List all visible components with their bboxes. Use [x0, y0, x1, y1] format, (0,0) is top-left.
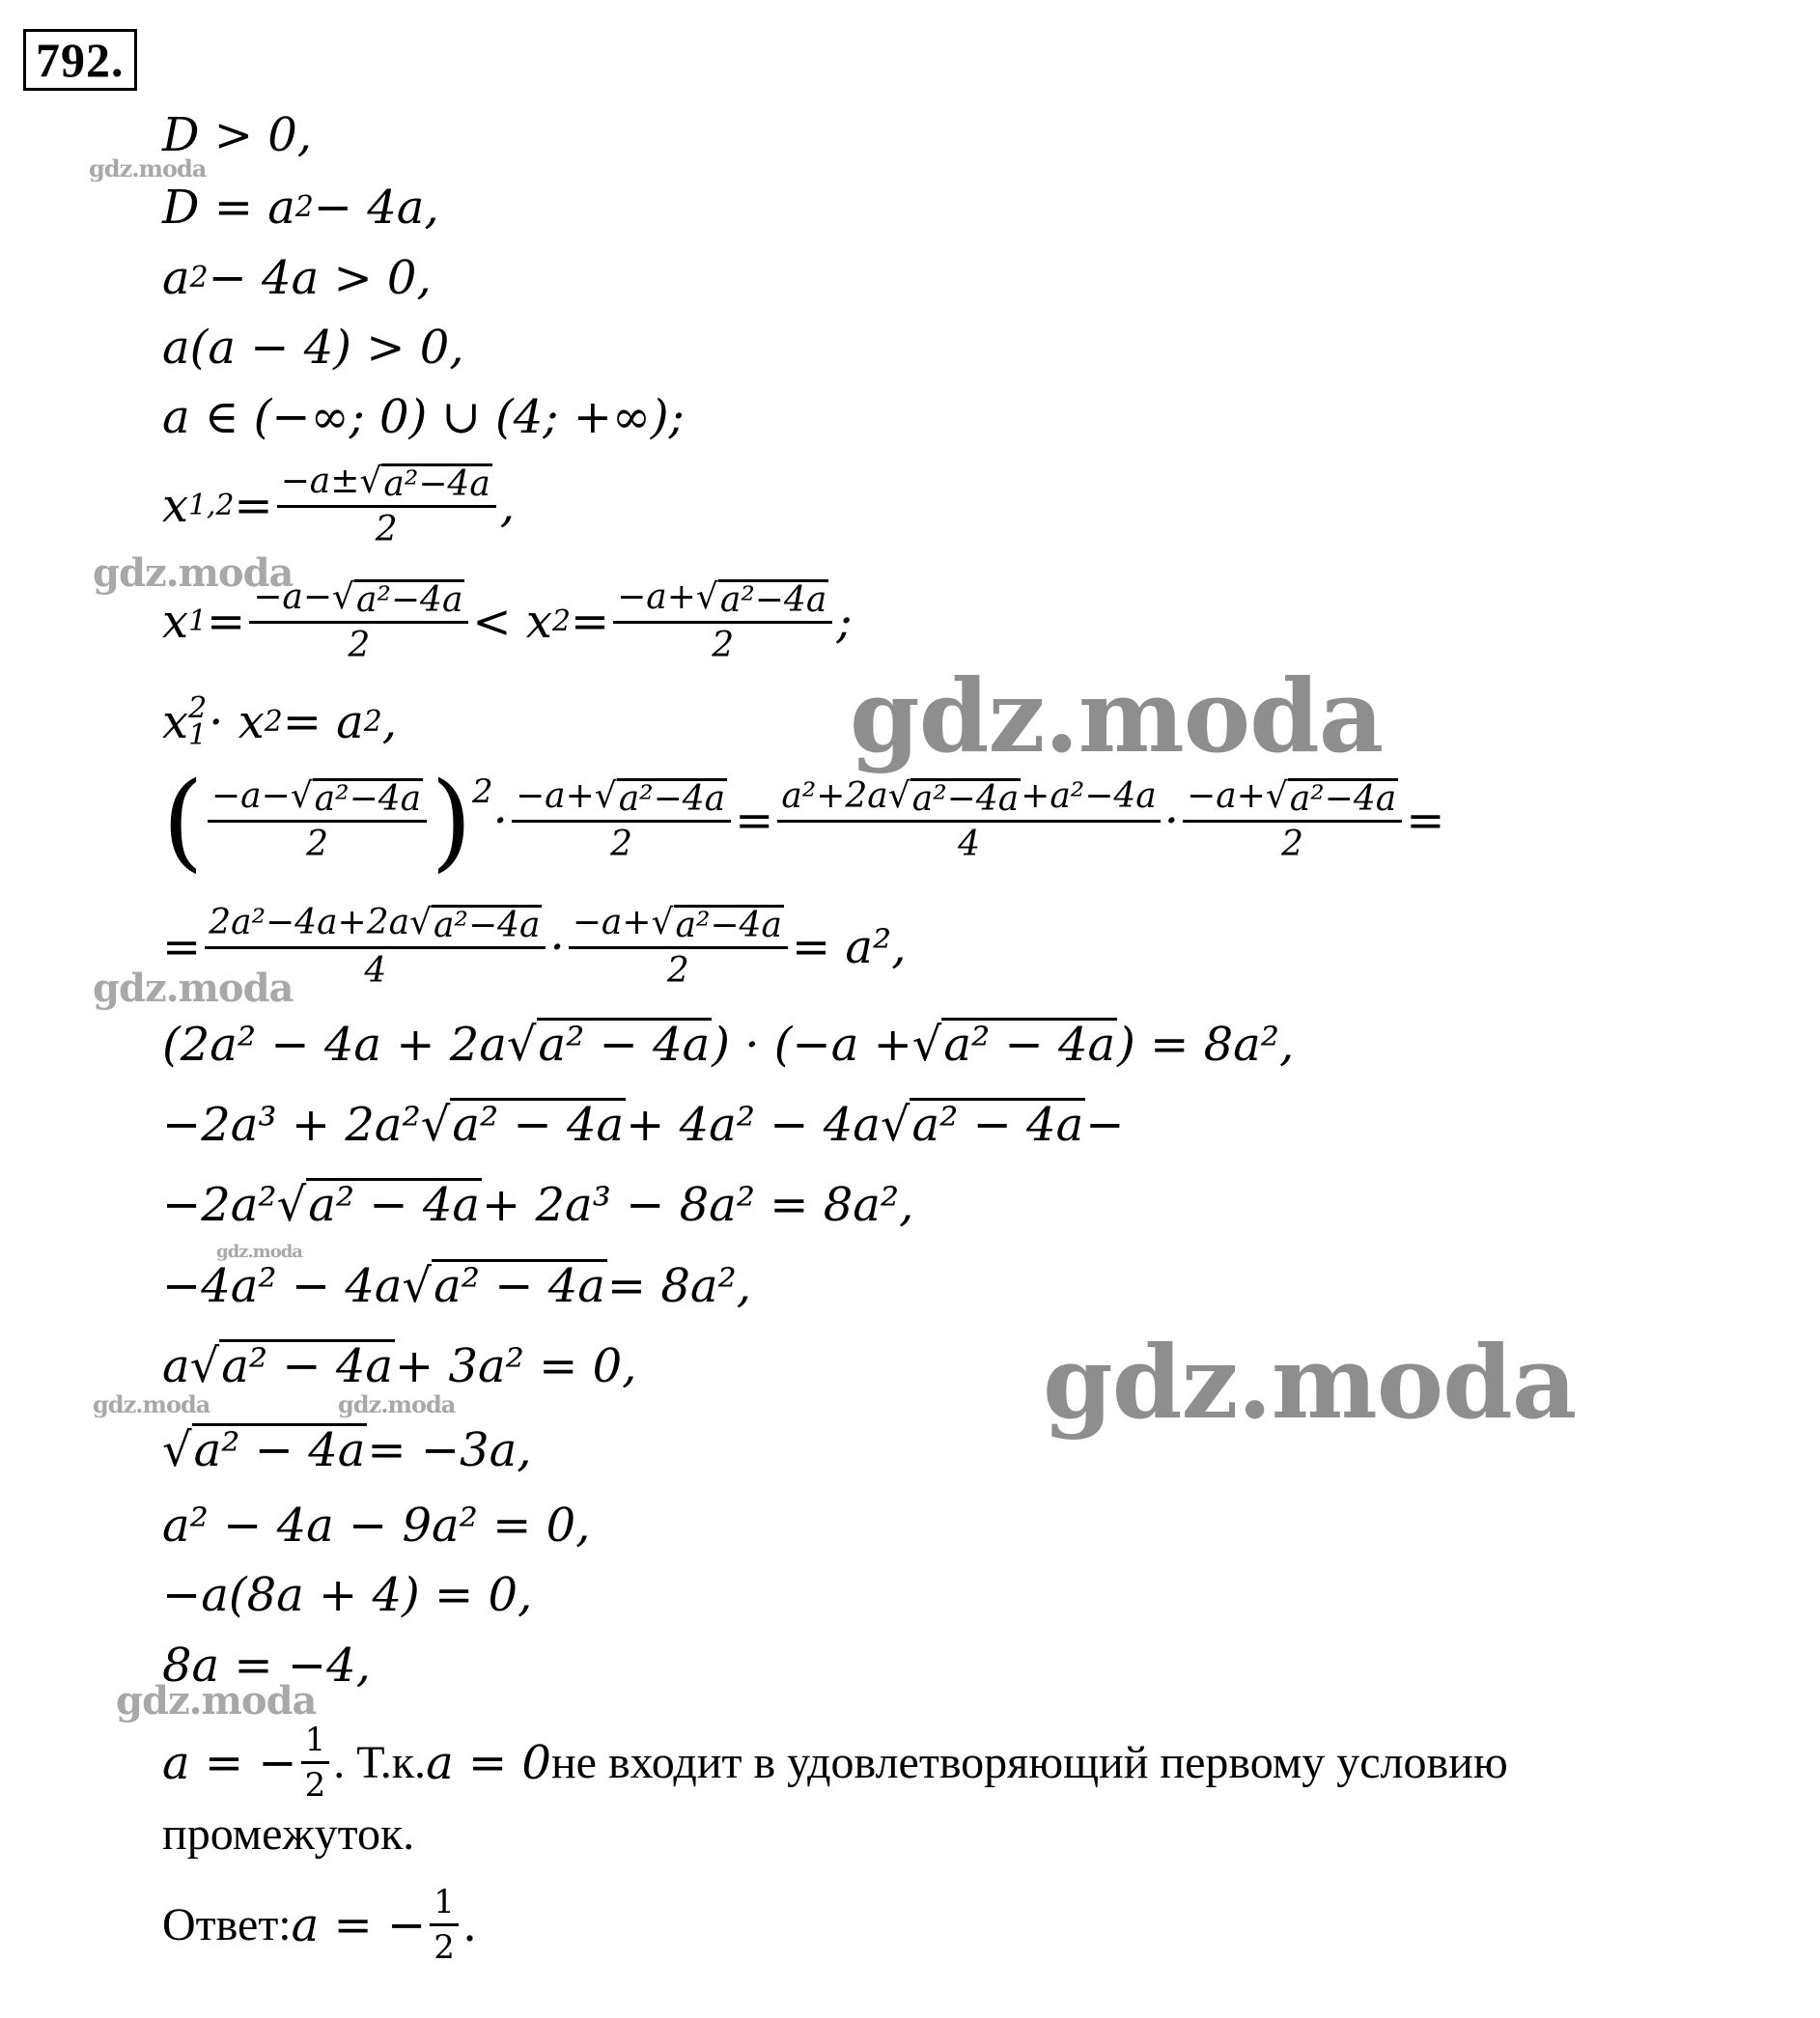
fraction: −a− √ a²−4a 2	[208, 776, 427, 865]
watermark: gdz.moda	[338, 1390, 456, 1418]
answer-line: Ответ: a = − $\frac{1}{2}$ .	[162, 1883, 478, 1967]
line-19: 8a = −4,	[162, 1639, 371, 1693]
fraction: $\frac{1}{2}$	[430, 1883, 459, 1967]
line-8: x 2 1 · x 2 = a 2 ,	[162, 691, 397, 752]
watermark: gdz.moda	[93, 1390, 210, 1418]
line-16: √ a² − 4a = −3a,	[162, 1423, 532, 1478]
problem-number: 792.	[23, 29, 137, 91]
line-1: D > 0,	[162, 108, 313, 162]
line-4: a(a − 4) > 0,	[162, 321, 464, 375]
line-17: a² − 4a − 9a² = 0,	[162, 1499, 591, 1553]
fraction: −a+ √ a²−4a 2	[613, 577, 832, 666]
line-13: −2a² √ a² − 4a + 2a³ − 8a² = 8a²,	[162, 1178, 914, 1233]
line-20: a = − $\frac{1}{2}$ . Т.к. a = 0 не входит в удовлетворяющий первому условию	[162, 1721, 1508, 1805]
fraction: −a+ √ a²−4a 2	[569, 903, 788, 992]
watermark: gdz.moda	[93, 550, 294, 596]
watermark: gdz.moda	[216, 1242, 302, 1262]
line-18: −a(8a + 4) = 0,	[162, 1568, 533, 1622]
line-14: −4a² − 4a √ a² − 4a = 8a²,	[162, 1259, 751, 1314]
watermark: gdz.moda	[850, 657, 1384, 775]
line-2: D = a 2 − 4a,	[162, 181, 439, 235]
watermark: gdz.moda	[93, 966, 294, 1011]
line-21: промежуток.	[162, 1808, 415, 1860]
line-5: a ∈ (−∞; 0) ∪ (4; +∞);	[162, 390, 685, 444]
fraction: −a+ √ a²−4a 2	[1183, 776, 1402, 865]
fraction: a²+2a √ a²−4a +a²−4a 4	[777, 776, 1160, 865]
fraction: −a− √ a²−4a 2	[249, 577, 468, 666]
line-9: ( −a− √ a²−4a 2 ) 2 · −a+ √ a²−4a 2 = a²+2a √ a²−4a +a²−4a 4 · −a+ √ a²−4a 2 =	[162, 759, 1445, 883]
line-6: x 1,2 = −a± √ a²−4a 2 ,	[162, 462, 516, 549]
fraction: $\frac{1}{2}$	[301, 1721, 330, 1805]
line-7: x 1 = −a− √ a²−4a 2 < x 2 = −a+ √ a²−4a 2 ;	[162, 577, 853, 665]
watermark: gdz.moda	[89, 154, 207, 182]
fraction: 2a²−4a+2a √ a²−4a 4	[205, 903, 546, 992]
watermark: gdz.moda	[116, 1678, 317, 1724]
fraction: −a+ √ a²−4a 2	[512, 776, 731, 865]
fraction: −a± √ a²−4a 2	[277, 462, 496, 550]
line-12: −2a³ + 2a² √ a² − 4a + 4a² − 4a √ a² − 4a −	[162, 1098, 1125, 1153]
line-11: (2a² − 4a + 2a √ a² − 4a ) · (−a + √ a² − 4a ) = 8a²,	[162, 1018, 1295, 1073]
watermark: gdz.moda	[1043, 1323, 1577, 1442]
line-10: = 2a²−4a+2a √ a²−4a 4 · −a+ √ a²−4a 2 = a²,	[162, 903, 907, 991]
line-15: a √ a² − 4a + 3a² = 0,	[162, 1339, 637, 1394]
line-3: a 2 − 4a > 0,	[162, 251, 432, 305]
